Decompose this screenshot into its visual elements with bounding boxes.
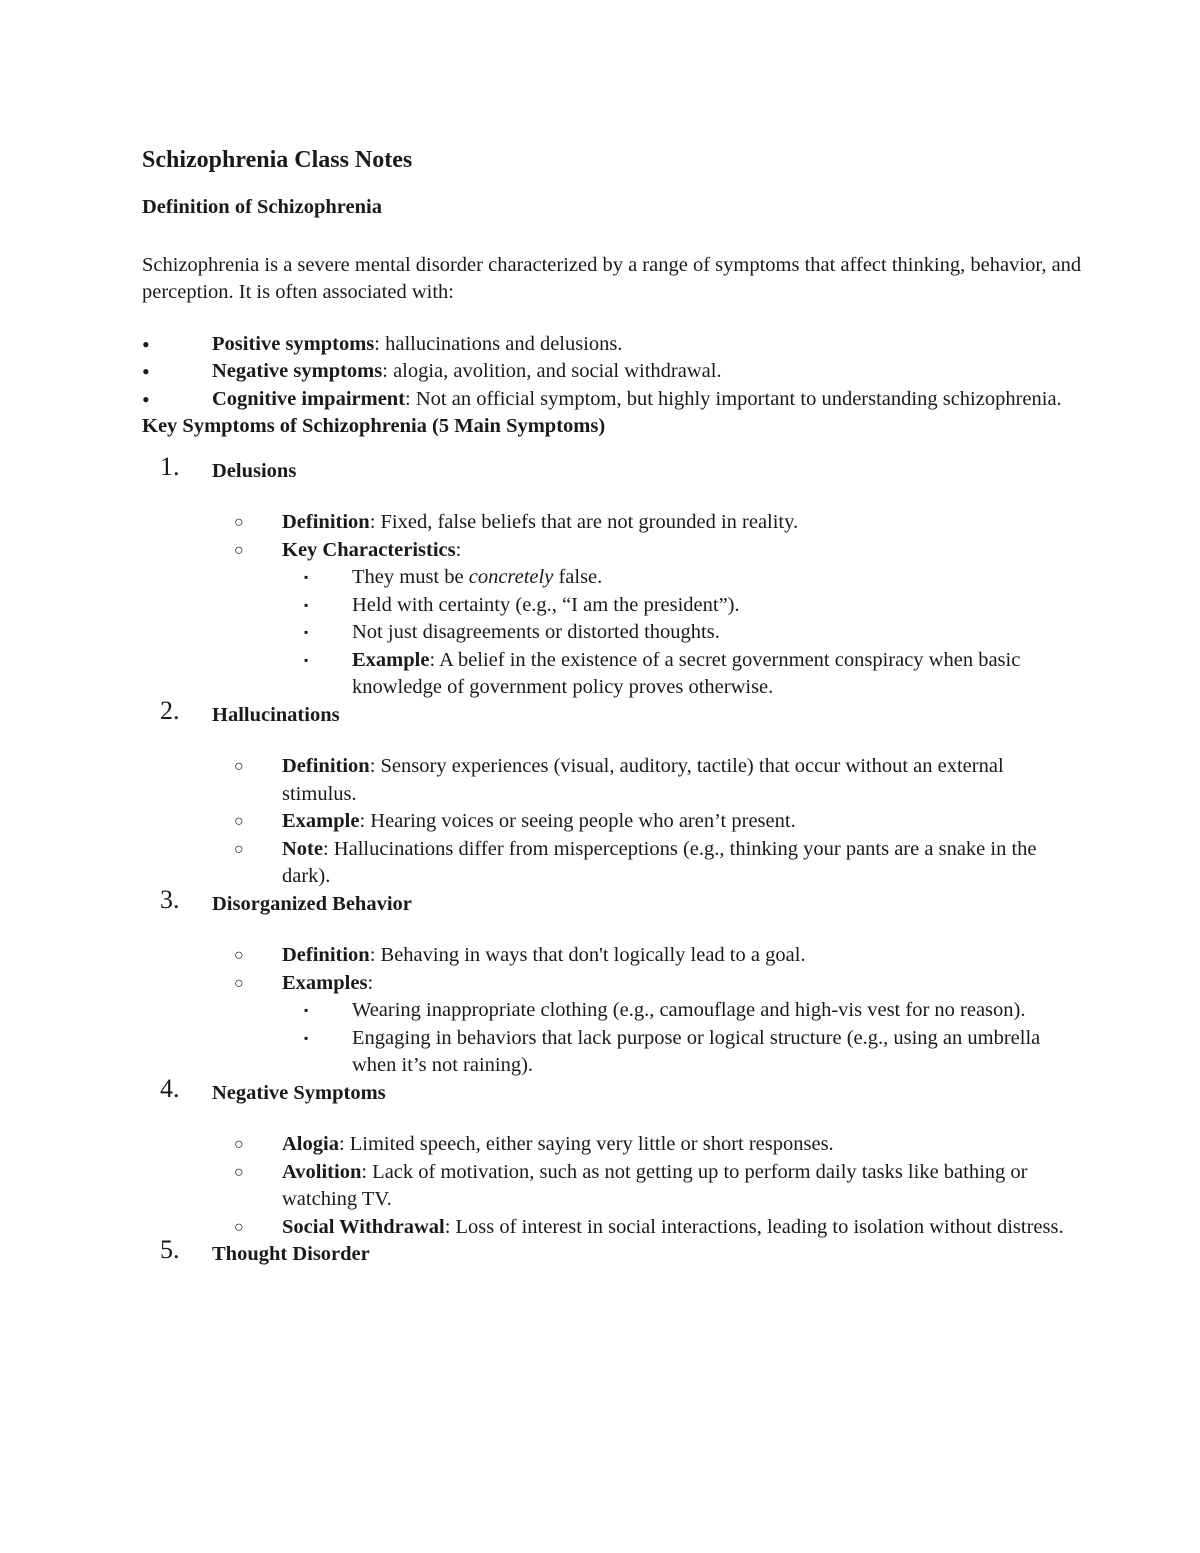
list-number: 2. bbox=[160, 695, 180, 725]
key-symptoms-heading: Key Symptoms of Schizophrenia (5 Main Symptoms) bbox=[142, 415, 606, 437]
term-text: : Not an official symptom, but highly important to understanding schizophrenia. bbox=[405, 387, 1062, 410]
list-item bbox=[212, 753, 1082, 808]
symptom-disorganized-behavior bbox=[142, 884, 1082, 1080]
symptom-heading: Thought Disorder bbox=[212, 1243, 370, 1265]
list-item bbox=[212, 1131, 1082, 1159]
list-item bbox=[212, 970, 1082, 1080]
square-bullet-icon: ▪ bbox=[304, 570, 309, 584]
definition-paragraph: Schizophrenia is a severe mental disorder characterized by a range of symptoms that affect thinking, behavior, and perception. It is often associated with: bbox=[142, 253, 1082, 303]
term-text: : Fixed, false beliefs that are not grounded in reality. bbox=[369, 511, 799, 533]
list-item bbox=[212, 942, 1082, 970]
symptom-heading: Delusions bbox=[212, 459, 297, 482]
square-bullet-icon: ▪ bbox=[304, 625, 309, 639]
item-text: Held with certainty (e.g., “I am the president”). bbox=[352, 593, 740, 616]
list-item bbox=[142, 358, 1082, 386]
term: Key Characteristics bbox=[282, 538, 456, 561]
circle-bullet-icon: ○ bbox=[234, 1136, 244, 1153]
term-text: : A belief in the existence of a secret government conspiracy when basic knowledge of government policy proves otherwise. bbox=[352, 648, 1021, 698]
list-item bbox=[282, 564, 1082, 592]
term-text: : bbox=[367, 971, 374, 994]
term: Definition bbox=[282, 944, 370, 966]
document-body bbox=[142, 140, 1082, 1269]
circle-bullet-icon: ○ bbox=[234, 840, 244, 858]
item-text: Wearing inappropriate clothing (e.g., camouflage and high-vis vest for no reason). bbox=[352, 999, 1026, 1021]
item-text: Not just disagreements or distorted thoughts. bbox=[352, 621, 720, 643]
symptom-hallucinations bbox=[142, 695, 1082, 891]
square-bullet-icon: ▪ bbox=[304, 1003, 309, 1017]
symptom-details bbox=[212, 1131, 1082, 1241]
list-item bbox=[212, 537, 1082, 702]
circle-bullet-icon: ○ bbox=[234, 758, 244, 775]
associations-list bbox=[142, 331, 1082, 414]
document-title: Schizophrenia Class Notes bbox=[142, 147, 413, 173]
term: Example bbox=[352, 648, 430, 671]
circle-bullet-icon: ○ bbox=[234, 813, 244, 830]
list-item bbox=[282, 1025, 1082, 1080]
list-item bbox=[212, 509, 1082, 537]
list-item bbox=[212, 1159, 1082, 1214]
square-bullet-icon: ▪ bbox=[304, 1030, 309, 1045]
term: Social Withdrawal bbox=[282, 1215, 445, 1238]
symptom-heading: Hallucinations bbox=[212, 703, 340, 726]
symptom-details bbox=[212, 753, 1082, 891]
square-bullet-icon: ▪ bbox=[304, 597, 309, 612]
term-text: : Lack of motivation, such as not getting up to perform daily tasks like bathing or watching TV. bbox=[282, 1160, 1028, 1210]
term-text: : Hearing voices or seeing people who aren’t present. bbox=[359, 810, 796, 832]
term: Alogia bbox=[282, 1133, 339, 1155]
characteristics-list bbox=[282, 564, 1082, 702]
term: Negative symptoms bbox=[212, 360, 383, 382]
term-text: : Hallucinations differ from misperceptions (e.g., thinking your pants are a snake in the dark). bbox=[282, 837, 1037, 887]
list-item bbox=[282, 619, 1082, 647]
list-item bbox=[142, 331, 1082, 359]
list-item bbox=[142, 386, 1082, 414]
examples-list bbox=[282, 997, 1082, 1080]
term: Definition bbox=[282, 511, 370, 533]
term: Note bbox=[282, 837, 323, 860]
item-text: false. bbox=[553, 566, 603, 588]
symptom-heading: Disorganized Behavior bbox=[212, 892, 412, 915]
term: Examples bbox=[282, 971, 368, 994]
symptom-details bbox=[212, 509, 1082, 702]
term-text: : Sensory experiences (visual, auditory, tactile) that occur without an external stimulus. bbox=[282, 755, 1004, 805]
circle-bullet-icon: ○ bbox=[234, 541, 244, 559]
circle-bullet-icon: ○ bbox=[234, 514, 244, 531]
list-number: 1. bbox=[160, 451, 180, 481]
list-item bbox=[212, 808, 1082, 836]
circle-bullet-icon: ○ bbox=[234, 947, 244, 964]
symptom-delusions bbox=[142, 451, 1082, 702]
symptoms-list bbox=[142, 451, 1082, 1269]
term-text: : hallucinations and delusions. bbox=[374, 332, 623, 355]
item-text: They must be bbox=[352, 566, 469, 588]
symptom-heading: Negative Symptoms bbox=[212, 1081, 386, 1104]
item-text: Engaging in behaviors that lack purpose or logical structure (e.g., using an umbrella when it’s not raining). bbox=[352, 1026, 1041, 1076]
term-text: : Behaving in ways that don't logically lead to a goal. bbox=[369, 944, 806, 966]
circle-bullet-icon: ○ bbox=[234, 1218, 244, 1236]
term: Positive symptoms bbox=[212, 332, 375, 355]
list-number: 4. bbox=[160, 1073, 180, 1103]
term: Avolition bbox=[282, 1160, 362, 1183]
symptom-details bbox=[212, 942, 1082, 1080]
definition-heading: Definition of Schizophrenia bbox=[142, 196, 382, 218]
list-item bbox=[212, 1214, 1082, 1242]
list-number: 5. bbox=[160, 1235, 180, 1264]
term-text: : bbox=[455, 538, 462, 561]
term: Definition bbox=[282, 755, 370, 777]
emphasis: concretely bbox=[468, 566, 554, 588]
symptom-thought-disorder bbox=[142, 1235, 1082, 1269]
symptom-negative-symptoms bbox=[142, 1073, 1082, 1242]
list-item bbox=[212, 836, 1082, 891]
term: Example bbox=[282, 810, 360, 832]
square-bullet-icon: ▪ bbox=[304, 652, 309, 667]
term-text: : Loss of interest in social interactions, leading to isolation without distress. bbox=[444, 1215, 1064, 1238]
term: Cognitive impairment bbox=[212, 387, 406, 410]
list-item bbox=[282, 647, 1082, 702]
circle-bullet-icon: ○ bbox=[234, 974, 244, 992]
circle-bullet-icon: ○ bbox=[234, 1163, 244, 1181]
term-text: : alogia, avolition, and social withdrawal. bbox=[382, 360, 722, 382]
list-number: 3. bbox=[160, 884, 180, 914]
term-text: : Limited speech, either saying very little or short responses. bbox=[338, 1133, 834, 1155]
list-item bbox=[282, 592, 1082, 620]
list-item bbox=[282, 997, 1082, 1025]
